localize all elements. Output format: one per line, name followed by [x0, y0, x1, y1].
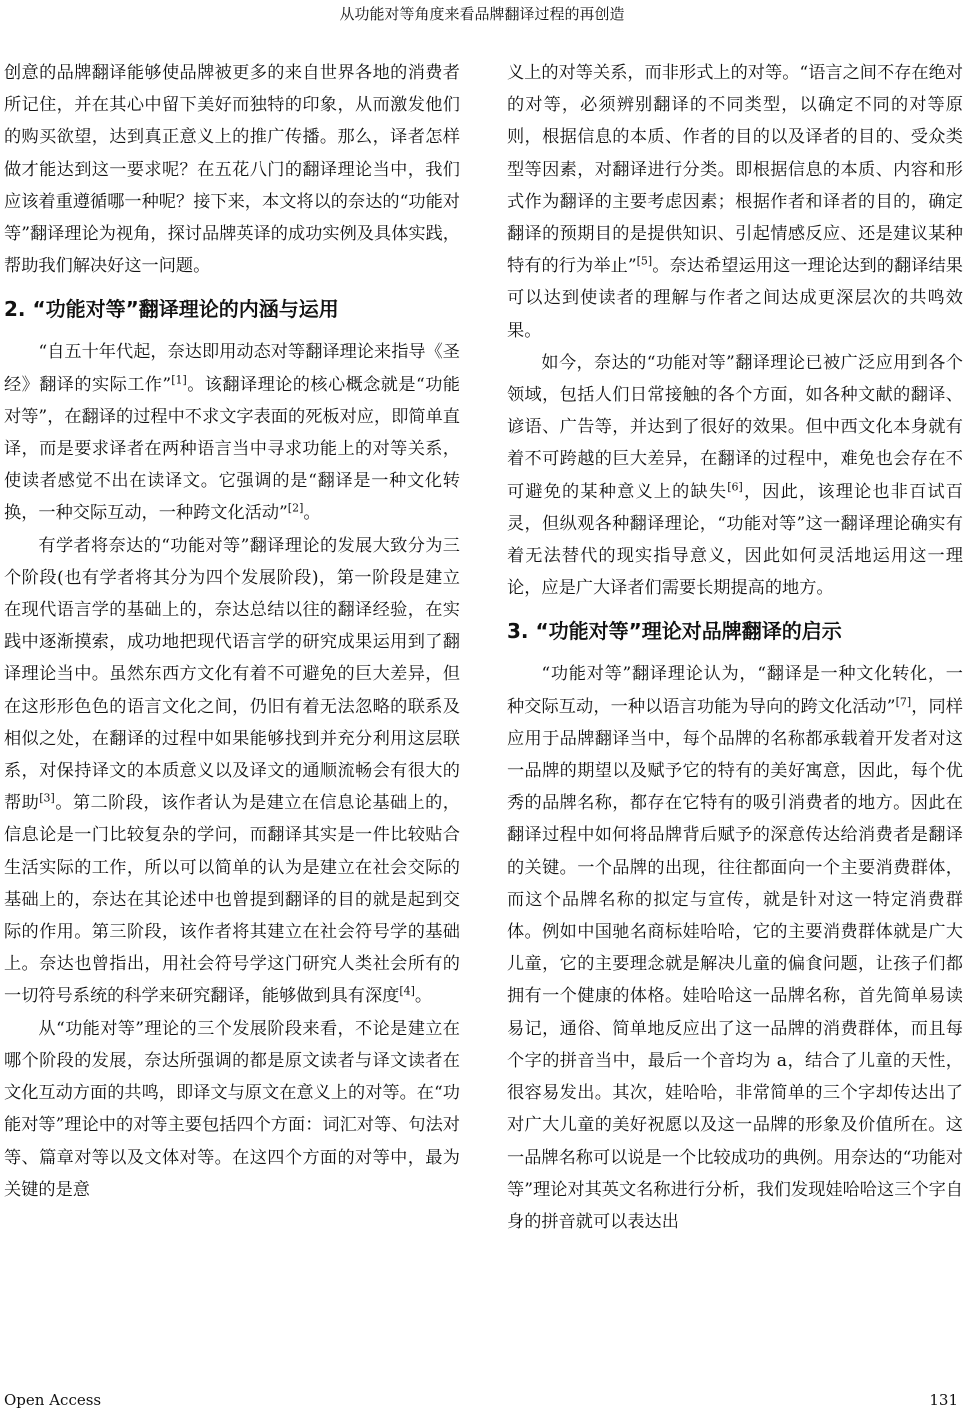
paragraph-text: 。 — [303, 503, 321, 524]
paragraph-text: 从“功能对等”理论的三个发展阶段来看，不论是建立在哪个阶段的发展，奈达所强调的都是原文读者与译文读者在文化互动方面的共鸣，即译文与原文在意义上的对等。在“功能对等”理论中的对等主要包括四个方面：词汇对等、句法对等、篇章对等以及文体对等。在这四个方面的对等中，最为关键的是意 — [4, 1018, 460, 1200]
body-paragraph — [507, 658, 963, 1238]
paragraph-text: 。奈达希望运用这一理论达到的翻译结果可以达到使读者的理解与作者之间达成更深层次的共鸣效果。 — [507, 256, 963, 341]
running-title: 从功能对等角度来看品牌翻译过程的再创造 — [339, 5, 625, 23]
paragraph-text: 。该翻译理论的核心概念就是“功能对等”，在翻译的过程中不求文字表面的死板对应，即简单直译，而是要求译者在两种语言当中寻求功能上的对等关系，使读者感觉不出在读译文。它强调的是“翻译是一种文化转换，一种交际互动，一种跨文化活动” — [4, 374, 460, 524]
paragraph-text: 。第二阶段，该作者认为是建立在信息论基础上的，信息论是一门比较复杂的学问，而翻译其实是一件比较贴合生活实际的工作，所以可以简单的认为是建立在社会交际的基础上的，奈达在其论述中也曾提到翻译的目的就是起到交际的作用。第三阶段，该作者将其建立在社会符号学的基础上。奈达也曾指出，用社会符号学这门研究人类社会所有的一切符号系统的科学来研究翻译，能够做到具有深度 — [4, 793, 460, 1007]
body-paragraph — [4, 57, 460, 282]
right-column — [507, 57, 963, 1238]
body-paragraph — [4, 530, 460, 1013]
citation-ref[interactable]: [3] — [39, 791, 55, 805]
paragraph-text: 。 — [414, 986, 433, 1007]
page-number: 131 — [929, 1391, 958, 1409]
citation-ref[interactable]: [7] — [895, 694, 912, 708]
citation-ref[interactable]: [1] — [171, 372, 187, 386]
section-heading-3: 3. “功能对等”理论对品牌翻译的启示 — [507, 619, 842, 644]
paragraph-text: 义上的对等关系，而非形式上的对等。“语言之间不存在绝对的对等，必须辨别翻译的不同类型，以确定不同的对等原则，根据信息的本质、作者的目的以及译者的目的、受众类型等因素，对翻译进行分类。即根据信息的本质、内容和形式作为翻译的主要考虑因素；根据作者和译者的目的，确定翻译的预期目的是提供知识、引起情感反应、还是建议某种特有的行为举止” — [507, 63, 963, 277]
body-paragraph — [507, 347, 963, 605]
citation-ref[interactable]: [5] — [636, 254, 653, 268]
citation-ref[interactable]: [6] — [727, 479, 743, 493]
citation-ref[interactable]: [2] — [287, 501, 304, 515]
body-paragraph — [4, 336, 460, 529]
paragraph-text: ，同样应用于品牌翻译当中，每个品牌的名称都承载着开发者对这一品牌的期望以及赋予它的特有的美好寓意，因此，每个优秀的品牌名称，都存在它特有的吸引消费者的地方。因此在翻译过程中如何将品牌背后赋予的深意传达给消费者是翻译的关键。一个品牌的出现，往往都面向一个主要消费群体，而这个品牌名称的拟定与宣传，就是针对这一特定消费群体。例如中国驰名商标娃哈哈，它的主要消费群体就是广大儿童，它的主要理念就是解决儿童的偏食问题，让孩子们都拥有一个健康的体格。娃哈哈这一品牌名称，首先简单易读易记，通俗、简单地反应出了这一品牌的消费群体，而且每个字的拼音当中，最后一个音均为 a，结合了儿童的天性，很容易发出。其次，娃哈哈，非常简单的三个字却传达出了对广大儿童的美好祝愿以及这一品牌的形象及价值所在。这一品牌名称可以说是一个比较成功的典例。用奈达的“功能对等”理论对其英文名称进行分析，我们发现娃哈哈这三个字自身的拼音就可以表达出 — [507, 696, 963, 1232]
citation-ref[interactable]: [4] — [399, 984, 415, 998]
journal-label: Open Access — [4, 1391, 102, 1409]
section-heading-2: 2. “功能对等”翻译理论的内涵与运用 — [4, 297, 339, 322]
paragraph-text: 创意的品牌翻译能够使品牌被更多的来自世界各地的消费者所记住，并在其心中留下美好而独特的印象，从而激发他们的购买欲望，达到真正意义上的推广传播。那么，译者怎样做才能达到这一要求呢？在五花八门的翻译理论当中，我们应该着重遵循哪一种呢？接下来，本文将以的奈达的“功能对等”翻译理论为视角，探讨品牌英译的成功实例及具体实践，帮助我们解决好这一问题。 — [4, 63, 460, 277]
paragraph-text: “功能对等”翻译理论认为，“翻译是一种文化转化，一种交际互动，一种以语言功能为导向的跨文化活动” — [507, 664, 963, 717]
paragraph-text: 有学者将奈达的“功能对等”翻译理论的发展大致分为三个阶段(也有学者将其分为四个发展阶段)，第一阶段是建立在现代语言学的基础上的，奈达总结以往的翻译经验，在实践中逐渐摸索，成功地把现代语言学的研究成果运用到了翻译理论当中。虽然东西方文化有着不可避免的巨大差异，但在这形形色色的语言文化之间，仍旧有着无法忽略的联系及相似之处，在翻译的过程中如果能够找到并充分利用这层联系，对保持译文的本质意义以及译文的通顺流畅会有很大的帮助 — [4, 535, 460, 814]
body-paragraph — [507, 57, 963, 347]
body-paragraph — [4, 1013, 460, 1206]
paragraph-text: 如今，奈达的“功能对等”翻译理论已被广泛应用到各个领域，包括人们日常接触的各个方面，如各种文献的翻译、谚语、广告等，并达到了很好的效果。但中西文化本身就有着不可跨越的巨大差异，在翻译的过程中，难免也会存在不可避免的某种意义上的缺失 — [507, 352, 963, 502]
left-column — [4, 57, 460, 1206]
paragraph-text: “自五十年代起，奈达即用动态对等翻译理论来指导《圣经》翻译的实际工作” — [4, 342, 460, 395]
paragraph-text: ，因此，该理论也非百试百灵，但纵观各种翻译理论，“功能对等”这一翻译理论确实有着无法替代的现实指导意义，因此如何灵活地运用这一理论，应是广大译者们需要长期提高的地方。 — [507, 481, 963, 599]
